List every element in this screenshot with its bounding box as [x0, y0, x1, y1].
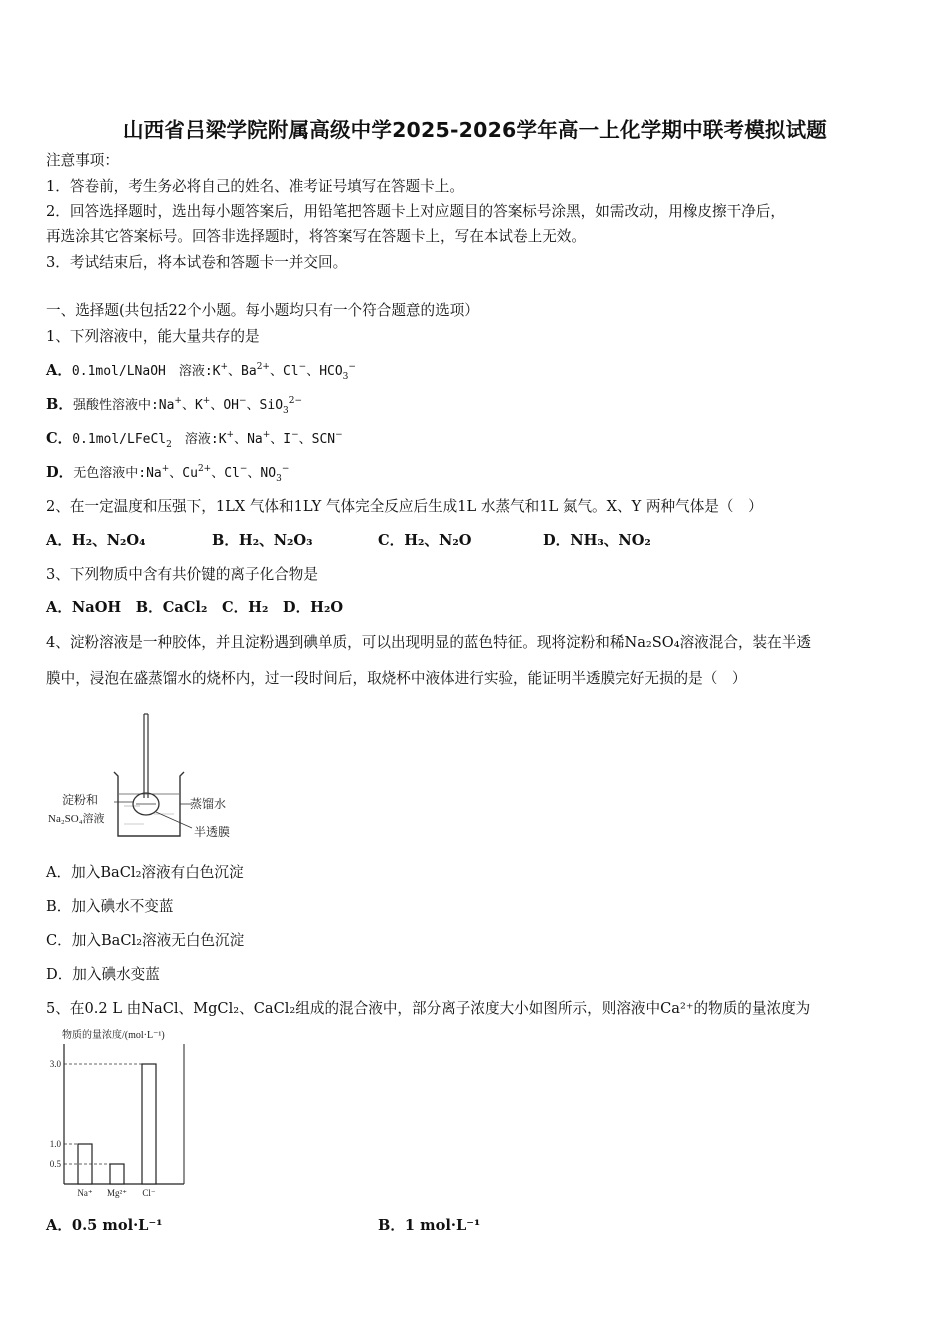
notice-item: 1．答卷前，考生务必将自己的姓名、准考证号填写在答题卡上。	[46, 178, 464, 195]
question-5-stem: 5、在0.2 L 由NaCl、MgCl₂、CaCl₂组成的混合液中，部分离子浓度大小如图所示，则溶液中Ca²⁺的物质的量浓度为	[46, 1000, 811, 1017]
figure-label-left1: 淀粉和	[62, 793, 99, 807]
notice-item: 再选涂其它答案标号。回答非选择题时，将答案写在答题卡上，写在本试卷上无效。	[46, 228, 586, 245]
question-5-option-a: A．0.5 mol·L⁻¹	[46, 1217, 163, 1234]
question-5-option-b: B．1 mol·L⁻¹	[378, 1217, 481, 1234]
figure-label-left2: Na₂SO₄溶液	[48, 813, 105, 825]
bar	[110, 1164, 124, 1184]
question-1-option-a: A．0.1mol/LNaOH 溶液:K+、$Ba^{2+}$、Cl−、$HCO_3^-$	[46, 362, 356, 382]
x-tick-label: Mg²⁺	[107, 1188, 127, 1198]
beaker-figure	[44, 706, 244, 846]
question-4-option-a: A．加入BaCl₂溶液有白色沉淀	[46, 864, 244, 881]
question-1-stem: 1、下列溶液中，能大量共存的是	[46, 328, 260, 345]
question-4-option-d: D．加入碘水变蓝	[46, 966, 160, 983]
y-tick-label: 3.0	[49, 1059, 61, 1069]
question-1-option-c: C．0.1mol/LFeCl$_2$ 溶液:K+、Na+、I−、SCN−	[46, 430, 343, 450]
x-tick-label: Na⁺	[77, 1188, 93, 1198]
question-2-stem: 2、在一定温度和压强下，1LX 气体和1LY 气体完全反应后生成1L 水蒸气和1L 氮气。X、Y 两种气体是（ ）	[46, 498, 763, 515]
question-2-option-d: D．NH₃、NO₂	[543, 532, 651, 549]
question-2-option-c: C．H₂、N₂O	[378, 532, 472, 549]
y-tick-label: 1.0	[49, 1139, 61, 1149]
question-4-stem: 4、淀粉溶液是一种胶体，并且淀粉遇到碘单质，可以出现明显的蓝色特征。现将淀粉和稀Na₂SO₄溶液混合，装在半透	[46, 634, 811, 651]
notice-item: 2．回答选择题时，选出每小题答案后，用铅笔把答题卡上对应题目的答案标号涂黑，如需改动，用橡皮擦干净后，	[46, 203, 785, 220]
question-2-option-b: B．H₂、N₂O₃	[212, 532, 313, 549]
question-1-option-b: B．强酸性溶液中:Na+、K+、OH−、SiO$_3^{2-}$	[46, 396, 303, 416]
bar	[142, 1064, 156, 1184]
question-2-option-a: A．H₂、N₂O₄	[46, 532, 146, 549]
question-4-stem-cont: 膜中，浸泡在盛蒸馏水的烧杯内，过一段时间后，取烧杯中液体进行实验，能证明半透膜完好无损的是（ ）	[46, 670, 747, 687]
question-3-stem: 3、下列物质中含有共价键的离子化合物是	[46, 566, 318, 583]
notice-item: 3．考试结束后，将本试卷和答题卡一并交回。	[46, 254, 348, 271]
page-title: 山西省吕梁学院附属高级中学2025-2026学年高一上化学期中联考模拟试题	[122, 118, 828, 142]
y-tick-label: 0.5	[49, 1159, 61, 1169]
figure-label-right1: 蒸馏水	[190, 797, 227, 811]
question-1-option-d: D．无色溶液中:Na+、$Cu^{2+}$、Cl−、$NO_3^-$	[46, 464, 290, 484]
chart-title: 物质的量浓度/(mol·L⁻¹)	[62, 1030, 165, 1041]
bar-chart	[42, 1024, 202, 1204]
question-3-options: A．NaOH B．CaCl₂ C．H₂ D．H₂O	[46, 599, 344, 616]
x-tick-label: Cl⁻	[142, 1188, 156, 1198]
section-heading: 一、选择题(共包括22个小题。每小题均只有一个符合题意的选项）	[46, 302, 479, 319]
notice-heading: 注意事项：	[46, 152, 119, 169]
question-4-option-b: B．加入碘水不变蓝	[46, 898, 174, 915]
figure-label-right2: 半透膜	[194, 825, 231, 839]
question-4-option-c: C．加入BaCl₂溶液无白色沉淀	[46, 932, 245, 949]
